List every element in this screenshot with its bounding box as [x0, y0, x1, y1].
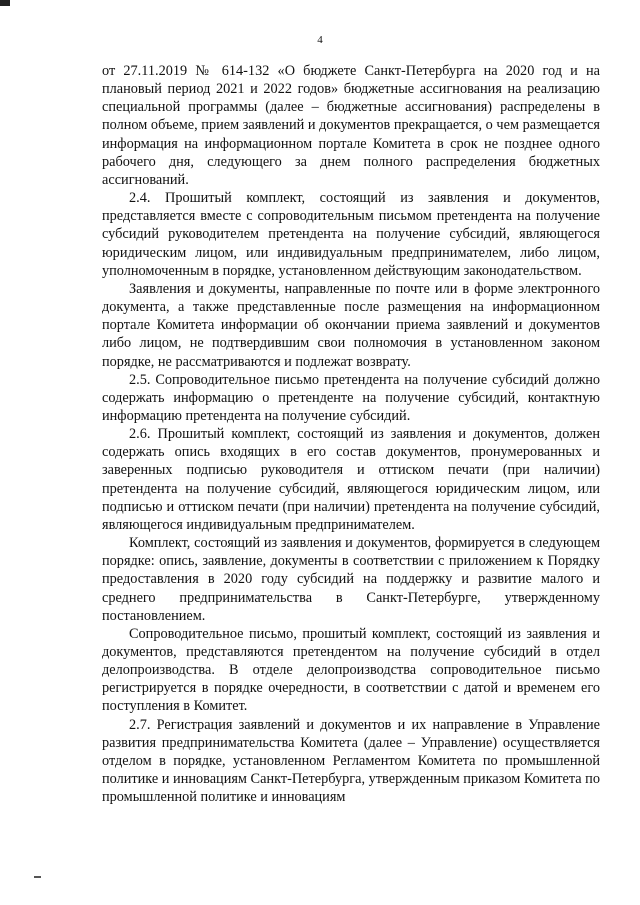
- paragraph-budget-continuation: от 27.11.2019 № 614-132 «О бюджете Санкт-Петербурга на 2020 год и на плановый период 2021 и 2022 годов» бюджетные ассигнования на реализацию специальной программы (далее – бюджетные ассигнования) распределены в полном объеме, прием заявлений и документов прекращается, о чем размещается информация на информационном портале Комитета в срок не позднее одного рабочего дня, следующего за днем полного распределения бюджетных ассигнований.: [102, 63, 600, 188]
- document-body: [102, 62, 600, 806]
- paragraph-2-4: 2.4. Прошитый комплект, состоящий из заявления и документов, представляется вместе с сопроводительным письмом претендента на получение субсидий руководителем претендента на получение субсидий, являющегося юридическим лицом, или индивидуальным предпринимателем, либо лицом, уполномоченным в порядке, установленном действующим законодательством.: [102, 190, 600, 279]
- paragraph-returned-documents: Заявления и документы, направленные по почте или в форме электронного документа, а также представленные после размещения на информационном портале Комитета информации об окончании приема заявлений и документов либо лицом, не подтвердившим свои полномочия в установленном законом порядке, не рассматриваются и подлежат возврату.: [102, 280, 600, 370]
- page-number: 4: [317, 34, 323, 46]
- scan-bottom-mark: [34, 876, 41, 878]
- paragraph-cover-letter-registration: Сопроводительное письмо, прошитый комплект, состоящий из заявления и документов, представляются претендентом на получение субсидий в отдел делопроизводства. В отделе делопроизводства сопроводительное письмо регистрируется в порядке очередности, в соответствии с датой и временем его поступления в Комитет.: [102, 625, 600, 715]
- paragraph-package-order: Комплект, состоящий из заявления и документов, формируется в следующем порядке: опись, заявление, документы в соответствии с приложением к Порядку предоставления в 2020 году субсидий на поддержку и развитие малого и среднего предпринимательства в Санкт-Петербурге, утвержденному постановлением.: [102, 535, 600, 624]
- scan-corner-mark: [0, 0, 10, 6]
- paragraph-2-5: 2.5. Сопроводительное письмо претендента на получение субсидий должно содержать информацию о претенденте на получение субсидий, контактную информацию претендента на получение субсидий.: [102, 371, 600, 424]
- paragraph-2-7: 2.7. Регистрация заявлений и документов и их направление в Управление развития предпринимательства Комитета (далее – Управление) осуществляется отделом в порядке, установленном Регламентом Комитета по промышленной политике и инновациям Санкт-Петербурга, утвержденным приказом Комитета по промышленной политике и инновациям: [102, 716, 600, 806]
- paragraph-2-6: 2.6. Прошитый комплект, состоящий из заявления и документов, должен содержать опись входящих в его состав документов, пронумерованных и заверенных подписью руководителя и оттиском печати (при наличии) претендента на получение субсидий, являющегося юридическим лицом, или подписью и оттиском печати (при наличии) претендента на получение субсидий, являющегося индивидуальным предпринимателем.: [102, 426, 600, 533]
